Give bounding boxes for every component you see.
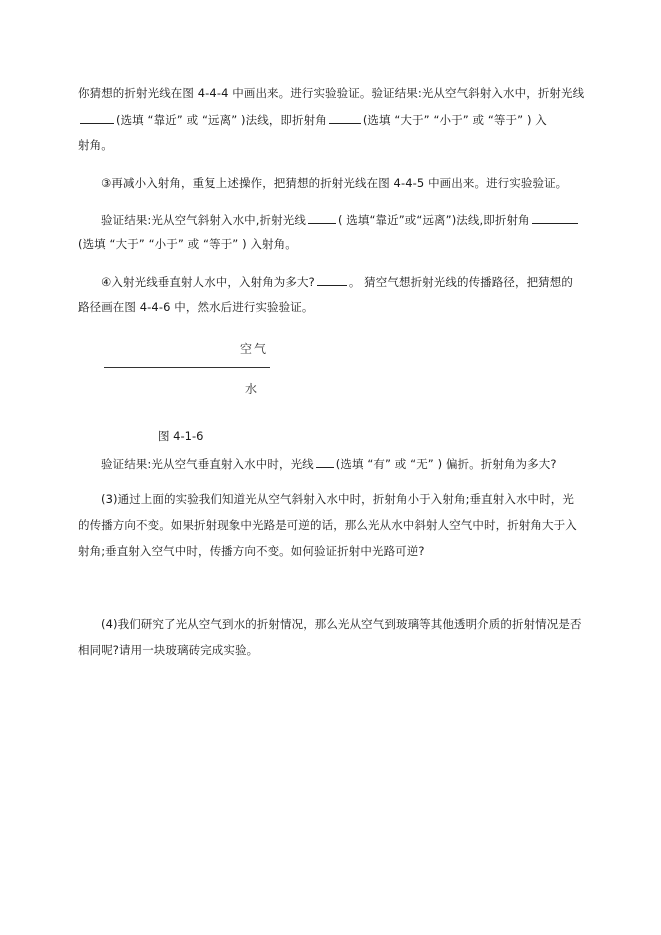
text-line bbox=[78, 517, 577, 533]
text: (选填 “大于” “小于” 或 “等于” ) 入射角。 bbox=[78, 237, 297, 251]
water-label: 水 bbox=[245, 382, 260, 396]
text: 路径画在图 4-4-6 中，然水后进行实验验证。 bbox=[78, 300, 314, 314]
text: 验证结果:光从空气斜射入水中,折射光线 bbox=[101, 213, 306, 227]
text: ③再减小入射角，重复上述操作，把猜想的折射光线在图 4-4-5 中画出来。进行实验验证。 bbox=[101, 176, 568, 190]
figure-caption: 图 4-1-6 bbox=[158, 429, 204, 443]
air-label: 空气 bbox=[240, 342, 269, 356]
text-line bbox=[78, 543, 425, 559]
text: ( 选填“靠近”或“远离”)法线,即折射角 bbox=[337, 213, 530, 227]
text-line bbox=[101, 211, 580, 228]
answer-blank[interactable] bbox=[316, 455, 334, 468]
text-line bbox=[78, 85, 584, 101]
text: (选填 “靠近” 或 “远离” )法线，即折射角 bbox=[116, 113, 327, 127]
text-line bbox=[101, 455, 557, 472]
text: 你猜想的折射光线在图 4-4-4 中画出来。进行实验验证。验证结果:光从空气斜射入水中，折射光线 bbox=[78, 86, 585, 100]
answer-blank[interactable] bbox=[317, 273, 347, 286]
text: (选填 “有” 或 “无” ) 偏折。折射角为多大? bbox=[335, 457, 557, 471]
text-line bbox=[78, 137, 113, 153]
text-line bbox=[101, 491, 574, 507]
text: 相同呢?请用一块玻璃砖完成实验。 bbox=[78, 643, 259, 657]
text: 的传播方向不变。如果折射现象中光路是可逆的话，那么光从水中斜射人空气中时，折射角大于入 bbox=[78, 518, 577, 532]
text-line bbox=[78, 111, 547, 128]
answer-blank[interactable] bbox=[329, 111, 361, 124]
answer-blank[interactable] bbox=[308, 211, 336, 224]
text-line bbox=[101, 175, 567, 191]
text-line bbox=[78, 642, 258, 658]
answer-blank[interactable] bbox=[532, 211, 578, 224]
text: 射角;垂直射入空气中时，传播方向不变。如何验证折射中光路可逆? bbox=[78, 544, 425, 558]
answer-blank[interactable] bbox=[80, 111, 114, 124]
text: 。 猜空气想折射光线的传播路径，把猜想的 bbox=[348, 275, 573, 289]
text-line bbox=[78, 236, 297, 252]
text-line bbox=[101, 273, 573, 290]
text: ④入射光线垂直射人水中，入射角为多大? bbox=[101, 275, 315, 289]
text-line bbox=[101, 616, 582, 632]
text: 验证结果:光从空气垂直射入水中时，光线 bbox=[101, 457, 314, 471]
text: 射角。 bbox=[78, 138, 113, 152]
text: (选填 “大于” “小于” 或 “等于” ) 入 bbox=[362, 113, 547, 127]
air-water-interface-line bbox=[104, 367, 270, 368]
text: (4)我们研究了光从空气到水的折射情况，那么光从空气到玻璃等其他透明介质的折射情况是否 bbox=[101, 617, 582, 631]
text-line bbox=[78, 299, 313, 315]
text: (3)通过上面的实验我们知道光从空气斜射入水中时，折射角小于入射角;垂直射入水中时，光 bbox=[101, 492, 574, 506]
